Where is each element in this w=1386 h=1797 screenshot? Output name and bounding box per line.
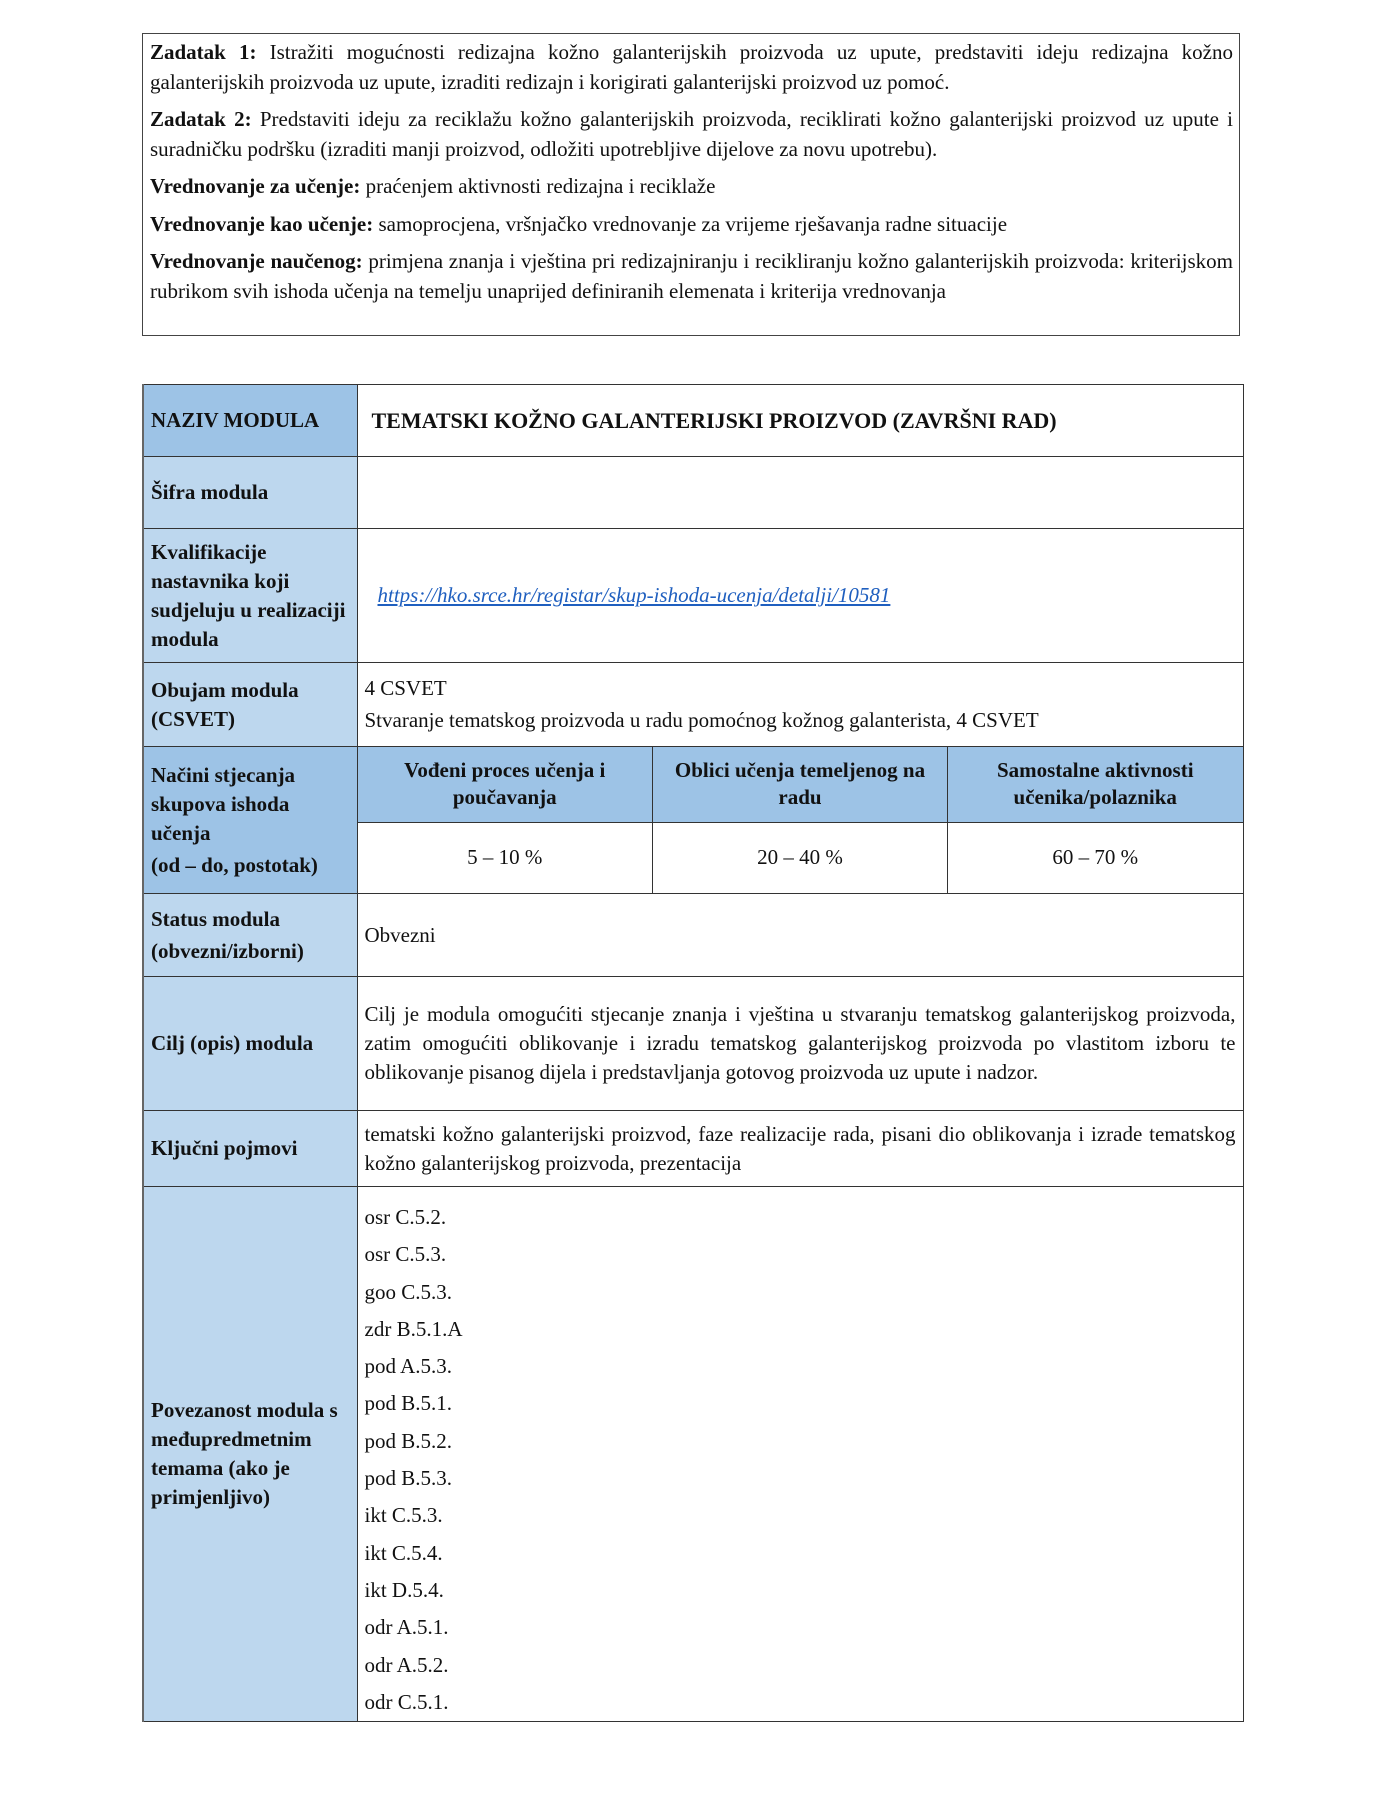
nacini-col-header: Samostalne aktivnosti učenika/polaznika	[948, 747, 1243, 822]
label-cilj-modula: Cilj (opis) modula	[143, 977, 357, 1111]
code-item: osr C.5.3.	[364, 1242, 447, 1267]
label-status-modula	[143, 894, 357, 977]
row-povezanost	[143, 1187, 1243, 1722]
row-status-modula	[143, 894, 1243, 977]
row-naziv-modula	[143, 385, 1243, 457]
label-sifra-modula: Šifra modula	[143, 457, 357, 529]
status-value: Obvezni	[357, 894, 1243, 977]
label-status-line2: (obvezni/izborni)	[151, 939, 304, 963]
code-item: odr C.5.1.	[364, 1689, 449, 1714]
cilj-value: Cilj je modula omogućiti stjecanje znanja i vještina u stvaranju tematskog galanterijskog proizvoda, zatim omogućiti oblikovanje i izradu tematskog galanterijskog proizvoda po vlastitom izboru te oblikovanje pisanog dijela i predstavljanja gotovog proizvoda uz upute i nadzor.	[357, 977, 1243, 1111]
kljucni-pojmovi-value: tematski kožno galanterijski proizvod, faze realizacije rada, pisani dio oblikovanja i izrade tematskog kožno galanterijskog proizvoda, prezentacija	[357, 1111, 1243, 1187]
zadatak-1-label: Zadatak 1:	[150, 40, 257, 64]
label-nacini-line2: (od – do, postotak)	[151, 852, 318, 877]
label-nacini-line1: Načini stjecanja skupova ishoda učenja	[151, 762, 296, 845]
vrednovanje-naucenog-label: Vrednovanje naučenog:	[150, 249, 363, 273]
nacini-col-header: Oblici učenja temeljenog na radu	[653, 747, 948, 822]
code-item: goo C.5.3.	[364, 1279, 453, 1304]
code-item: ikt C.5.3.	[364, 1503, 443, 1528]
kvalifikacije-cell	[357, 529, 1243, 663]
module-code-value	[357, 457, 1243, 529]
nacini-header-row	[358, 747, 1243, 822]
label-kvalifikacije: Kvalifikacije nastavnika koji sudjeluju u realizaciji modula	[143, 529, 357, 663]
nacini-col-value: 20 – 40 %	[653, 822, 948, 893]
code-item: pod B.5.2.	[364, 1428, 453, 1453]
row-cilj-modula	[143, 977, 1243, 1111]
obujam-description: Stvaranje tematskog proizvoda u radu pomoćnog kožnog galanterista, 4 CSVET	[364, 707, 1039, 732]
code-item: ikt C.5.4.	[364, 1540, 443, 1565]
row-obujam-modula	[143, 663, 1243, 747]
obujam-csvet: 4 CSVET	[364, 675, 447, 700]
label-status-line1: Status modula	[151, 907, 280, 931]
vrednovanje-za-ucenje-text: praćenjem aktivnosti redizajna i reciklaže	[360, 174, 716, 198]
row-kvalifikacije	[143, 529, 1243, 663]
vrednovanje-kao-ucenje-text: samoprocjena, vršnjačko vrednovanje za vrijeme rješavanja radne situacije	[373, 211, 1008, 236]
module-table	[142, 384, 1244, 1722]
obujam-cell	[357, 663, 1243, 747]
zadatak-1-text: Istražiti mogućnosti redizajna kožno galanterijskih proizvoda uz upute, predstaviti ideju redizajna kožno galanterijskih proizvoda uz upute, izraditi redizajn i korigirati galanterijski proizvod uz pomoć.	[150, 40, 1233, 94]
vrednovanje-za-ucenje	[150, 172, 1233, 202]
vrednovanje-za-ucenje-label: Vrednovanje za učenje:	[150, 174, 361, 198]
code-item: pod A.5.3.	[364, 1354, 453, 1379]
nacini-subtable	[358, 747, 1243, 893]
povezanost-codes-cell	[357, 1187, 1243, 1722]
code-item: pod B.5.3.	[364, 1466, 453, 1491]
nacini-value-row	[358, 822, 1243, 893]
zadatak-2-label: Zadatak 2:	[150, 107, 252, 131]
label-nacini-stjecanja	[143, 747, 357, 894]
nacini-col-header: Vođeni proces učenja i poučavanja	[358, 747, 653, 822]
zadatak-2	[150, 105, 1233, 164]
code-item: ikt D.5.4.	[364, 1577, 444, 1602]
module-title: TEMATSKI KOŽNO GALANTERIJSKI PROIZVOD (ZAVRŠNI RAD)	[357, 385, 1243, 457]
vrednovanje-naucenog-text: primjena znanja i vještina pri redizajniranju i recikliranju kožno galanterijskih proizvoda: kriterijskom rubrikom svih ishoda učenja na temelju unaprijed definiranih elemenata i kriterija vrednovanja	[150, 249, 1233, 303]
row-sifra-modula	[143, 457, 1243, 529]
code-item: osr C.5.2.	[364, 1205, 447, 1229]
zadatak-2-text: Predstaviti ideju za reciklažu kožno galanterijskih proizvoda, reciklirati kožno galanterijski proizvod uz upute i suradničku podršku (izraditi manji proizvod, odložiti upotrebljive dijelove za novu upotrebu).	[150, 107, 1233, 161]
kvalifikacije-link[interactable]: https://hko.srce.hr/registar/skup-ishoda-ucenja/detalji/10581	[377, 583, 891, 607]
code-item: odr A.5.1.	[364, 1615, 449, 1640]
task-description-box	[142, 33, 1240, 336]
code-item: pod B.5.1.	[364, 1391, 453, 1416]
label-kljucni-pojmovi: Ključni pojmovi	[143, 1111, 357, 1187]
vrednovanje-naucenog	[150, 247, 1233, 306]
label-obujam-modula: Obujam modula (CSVET)	[143, 663, 357, 747]
zadatak-1	[150, 38, 1233, 97]
vrednovanje-kao-ucenje-label: Vrednovanje kao učenje:	[150, 211, 374, 236]
label-naziv-modula: NAZIV MODULA	[143, 385, 357, 457]
label-povezanost: Povezanost modula s međupredmetnim temama (ako je primjenljivo)	[143, 1187, 357, 1722]
row-nacini-stjecanja	[143, 747, 1243, 894]
nacini-col-value: 5 – 10 %	[358, 822, 653, 893]
row-kljucni-pojmovi	[143, 1111, 1243, 1187]
vrednovanje-kao-ucenje	[150, 210, 1233, 240]
code-item: zdr B.5.1.A	[364, 1316, 463, 1341]
cross-curricular-codes-list	[365, 1189, 1236, 1721]
nacini-col-value: 60 – 70 %	[948, 822, 1243, 893]
nacini-subtable-cell	[357, 747, 1243, 894]
code-item: odr A.5.2.	[364, 1652, 449, 1677]
